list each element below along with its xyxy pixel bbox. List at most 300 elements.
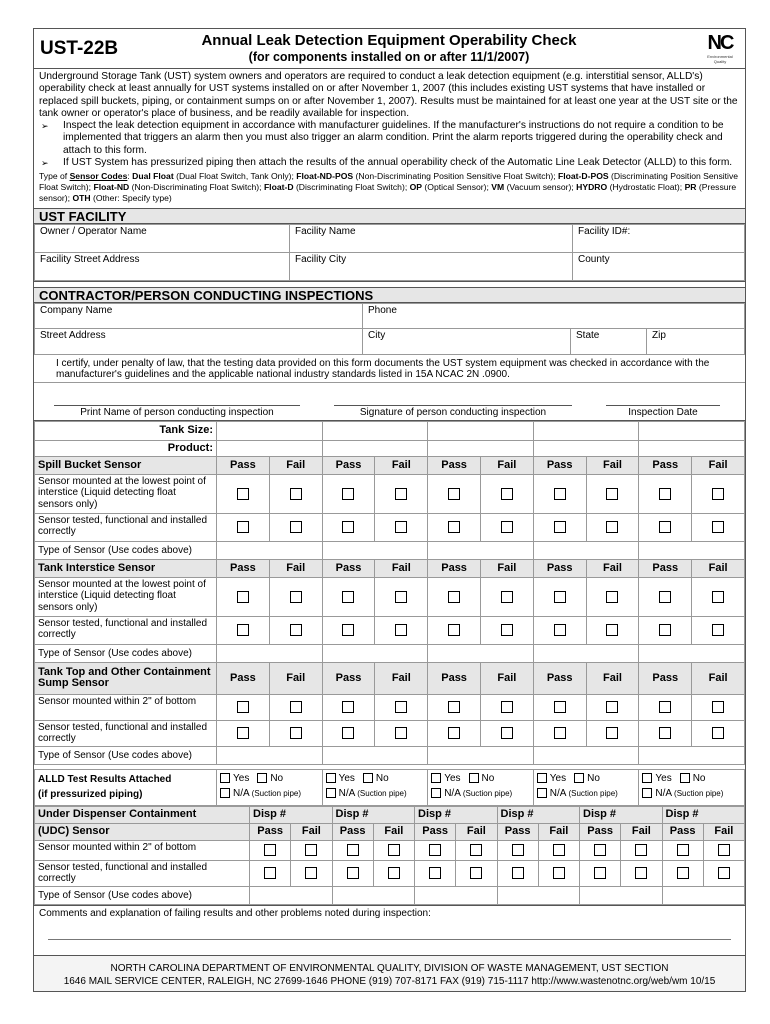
alld-options	[428, 769, 534, 805]
checkbox-cell	[580, 860, 621, 886]
pass-label: Pass	[580, 823, 621, 840]
checkbox[interactable]	[659, 701, 671, 713]
udc-sensor-type-row	[35, 886, 745, 904]
suction-pipe-label: (Suction pipe)	[357, 788, 407, 798]
pass-label: Pass	[322, 662, 375, 694]
checkbox[interactable]	[635, 844, 647, 856]
state-field[interactable]: State	[571, 328, 647, 354]
county-field[interactable]: County	[573, 252, 745, 280]
sensor-codes: Type of Sensor Codes: Dual Float (Dual Float Switch, Tank Only); Float-ND-POS (Non-Discriminating Position Sensitive Float Switch); Float-D-POS (Discriminating Position Sensitive Float Switch); Float-ND (Non-Discriminating Float Switch); Float-D (Discriminating Float Switch); OP (Optical Sensor); VM (Vacuum sensor); HYDRO (Hydrostatic Float); PR (Pressure sensor); OTH (Other: Specify type)	[39, 171, 739, 203]
sensor-code: PR	[684, 182, 697, 193]
checkbox[interactable]	[594, 867, 606, 879]
checkbox[interactable]	[395, 701, 407, 713]
na-checkbox[interactable]	[220, 788, 230, 798]
codes-prefix: Type of	[39, 171, 70, 182]
checkbox-cell	[217, 616, 270, 644]
check-row-label: Sensor mounted at the lowest point of interstice (Liquid detecting float sensors only)	[35, 577, 217, 616]
sensor-type-input[interactable]	[428, 541, 534, 559]
checkbox[interactable]	[290, 521, 302, 533]
alld-na	[537, 786, 636, 801]
checkbox[interactable]	[395, 521, 407, 533]
company-name-field[interactable]: Company Name	[35, 303, 363, 328]
alld-options	[639, 769, 745, 805]
checkbox[interactable]	[264, 844, 276, 856]
sensor-code: OTH	[72, 192, 91, 203]
checkbox[interactable]	[429, 867, 441, 879]
checkbox[interactable]	[470, 867, 482, 879]
fail-label: Fail	[480, 456, 533, 474]
facility-city-field[interactable]: Facility City	[290, 252, 573, 280]
checkbox[interactable]	[237, 727, 249, 739]
checkbox[interactable]	[395, 591, 407, 603]
checkbox-cell	[375, 616, 428, 644]
check-row-label: Sensor tested, functional and installed correctly	[35, 616, 217, 644]
checkbox[interactable]	[606, 488, 618, 500]
checkbox-cell	[586, 720, 639, 746]
suction-pipe-label: (Suction pipe)	[251, 788, 302, 798]
pass-label: Pass	[428, 662, 481, 694]
checkbox-cell	[586, 513, 639, 541]
sensor-type-input[interactable]	[428, 746, 534, 764]
checkbox[interactable]	[395, 727, 407, 739]
zip-field[interactable]: Zip	[647, 328, 745, 354]
checkbox[interactable]	[290, 727, 302, 739]
checkbox[interactable]	[554, 701, 566, 713]
checkbox-cell	[533, 577, 586, 616]
checkbox-cell	[580, 840, 621, 860]
fail-label: Fail	[291, 823, 332, 840]
checkbox[interactable]	[606, 701, 618, 713]
fail-label: Fail	[269, 559, 322, 577]
checkbox[interactable]	[448, 624, 460, 636]
checkbox[interactable]	[718, 844, 730, 856]
checkbox[interactable]	[712, 701, 724, 713]
fail-label: Fail	[269, 456, 322, 474]
checkbox[interactable]	[347, 844, 359, 856]
pass-label: Pass	[639, 559, 692, 577]
sensor-type-input[interactable]	[639, 746, 745, 764]
checkbox[interactable]	[290, 488, 302, 500]
checkbox-cell	[322, 694, 375, 720]
checkbox[interactable]	[448, 488, 460, 500]
checkbox-cell	[639, 513, 692, 541]
facility-name-field[interactable]: Facility Name	[290, 224, 573, 252]
signature-row	[34, 383, 745, 421]
checkbox[interactable]	[290, 624, 302, 636]
checkbox[interactable]	[659, 521, 671, 533]
tank-product-input[interactable]	[428, 440, 534, 456]
sensor-type-input[interactable]	[322, 746, 428, 764]
sensor-type-input[interactable]	[415, 886, 498, 904]
bullet: ➢ If UST System has pressurized piping then attach the results of the annual operability check of the Automatic Line Leak Detector (ALLD) to this form.	[39, 157, 740, 169]
alld-options	[533, 769, 639, 805]
checkbox[interactable]	[554, 591, 566, 603]
sensor-type-input[interactable]	[322, 644, 428, 662]
no-checkbox[interactable]	[574, 773, 584, 783]
pass-label: Pass	[415, 823, 456, 840]
sensor-code: HYDRO	[576, 182, 608, 193]
checkbox[interactable]	[501, 591, 513, 603]
fail-label: Fail	[692, 662, 745, 694]
checkbox[interactable]	[342, 701, 354, 713]
disp-number-field[interactable]: Disp #	[580, 806, 663, 823]
city-field[interactable]: City	[363, 328, 571, 354]
checkbox[interactable]	[237, 624, 249, 636]
checkbox-cell	[533, 616, 586, 644]
alld-subtitle: (if pressurized piping)	[38, 789, 143, 801]
no-checkbox[interactable]	[257, 773, 267, 783]
na-label: N/A	[549, 787, 567, 799]
alld-yes-no	[431, 771, 530, 786]
checkbox-cell	[692, 720, 745, 746]
check-row	[35, 577, 745, 616]
instructions	[34, 69, 745, 208]
checkbox[interactable]	[342, 591, 354, 603]
checkbox[interactable]	[342, 727, 354, 739]
checkbox-cell	[480, 616, 533, 644]
checkbox[interactable]	[237, 488, 249, 500]
suction-pipe-label: (Suction pipe)	[568, 788, 618, 798]
sensor-type-input[interactable]	[428, 644, 534, 662]
fail-label: Fail	[586, 456, 639, 474]
checkbox-cell	[269, 616, 322, 644]
checkbox[interactable]	[553, 844, 565, 856]
checkbox-cell	[621, 860, 662, 886]
checkbox[interactable]	[342, 624, 354, 636]
na-checkbox[interactable]	[642, 788, 652, 798]
tank-size-row	[35, 421, 745, 440]
sensor-type-input[interactable]	[322, 541, 428, 559]
disp-number-field[interactable]: Disp #	[415, 806, 498, 823]
tank-product-input[interactable]	[533, 440, 639, 456]
checkbox[interactable]	[305, 867, 317, 879]
checkbox-cell	[692, 474, 745, 513]
checkbox-cell	[428, 577, 481, 616]
sensor-type-input[interactable]	[217, 541, 323, 559]
checkbox-cell	[415, 840, 456, 860]
sensor-type-input[interactable]	[533, 746, 639, 764]
intro-paragraph: Underground Storage Tank (UST) system owners and operators are required to conduct a leak detection equipment (e.g. interstitial sensor, ALLD's) operability check at least annually for UST systems installed on or after November 1, 2007 (this includes existing UST systems that have installed or replaced spill buckets, piping, or containment sumps on or after November 1, 2007). Results must be maintained for at least one year at the UST site or the tank owner or operator's place of business, and be readily available for inspection.	[39, 71, 738, 119]
tank-product-input[interactable]	[322, 440, 428, 456]
checkbox[interactable]	[342, 488, 354, 500]
checkbox[interactable]	[388, 867, 400, 879]
checkbox[interactable]	[606, 624, 618, 636]
facility-id-field[interactable]: Facility ID#:	[573, 224, 745, 252]
checkbox[interactable]	[448, 591, 460, 603]
no-label: No	[481, 772, 495, 784]
checkbox[interactable]	[512, 867, 524, 879]
fail-label: Fail	[692, 456, 745, 474]
pass-label: Pass	[533, 662, 586, 694]
checkbox-cell	[269, 474, 322, 513]
checkbox-cell	[538, 840, 579, 860]
checkbox[interactable]	[712, 488, 724, 500]
facility-street-field[interactable]: Facility Street Address	[35, 252, 290, 280]
tank-size-input[interactable]	[533, 421, 639, 440]
alld-yes-no	[220, 771, 319, 786]
checkbox-cell	[480, 577, 533, 616]
comments-area[interactable]	[34, 905, 745, 955]
sensor-type-input[interactable]	[250, 886, 333, 904]
sensor-type-row	[35, 644, 745, 662]
checkbox[interactable]	[712, 727, 724, 739]
checkbox-cell	[322, 474, 375, 513]
checkbox[interactable]	[501, 521, 513, 533]
checkbox[interactable]	[448, 727, 460, 739]
pass-label: Pass	[428, 456, 481, 474]
checkbox[interactable]	[237, 591, 249, 603]
no-label: No	[587, 772, 600, 784]
fail-label: Fail	[373, 823, 414, 840]
print-name-field[interactable]: Print Name of person conducting inspection	[54, 405, 300, 418]
checkbox-cell	[586, 474, 639, 513]
sensor-type-input[interactable]	[639, 541, 745, 559]
sensor-code: Float-D	[263, 182, 294, 193]
disp-number-field[interactable]: Disp #	[250, 806, 333, 823]
sensor-type-input[interactable]	[497, 886, 580, 904]
na-checkbox[interactable]	[326, 788, 336, 798]
inspection-date-field[interactable]: Inspection Date	[606, 405, 720, 418]
checkbox-cell	[428, 474, 481, 513]
sensor-type-input[interactable]	[580, 886, 663, 904]
sensor-code: Float-ND-POS	[296, 171, 354, 182]
checkbox[interactable]	[554, 488, 566, 500]
contractor-section-title: CONTRACTOR/PERSON CONDUCTING INSPECTIONS	[34, 287, 745, 303]
udc-title-2: (UDC) Sensor	[35, 823, 250, 840]
checkbox-cell	[428, 616, 481, 644]
checkbox[interactable]	[606, 727, 618, 739]
sensor-code-desc: (Discriminating Position Sensitive Float Switch);	[39, 171, 739, 193]
na-checkbox[interactable]	[431, 788, 441, 798]
product-row-label: Product:	[35, 440, 217, 456]
check-row	[35, 616, 745, 644]
checkbox[interactable]	[395, 624, 407, 636]
check-row	[35, 474, 745, 513]
codes-title: Sensor Codes	[69, 171, 128, 182]
checkbox[interactable]	[470, 844, 482, 856]
yes-checkbox[interactable]	[220, 773, 230, 783]
checkbox[interactable]	[635, 867, 647, 879]
alld-na	[220, 786, 319, 801]
subtitle: (for components installed on or after 11/1/2007)	[248, 50, 530, 64]
checkbox-cell	[692, 694, 745, 720]
check-row-label: Sensor tested, functional and installed correctly	[35, 513, 217, 541]
yes-checkbox[interactable]	[431, 773, 441, 783]
checkbox[interactable]	[501, 488, 513, 500]
checkbox-cell	[533, 513, 586, 541]
sensor-type-input[interactable]	[533, 541, 639, 559]
section-header	[35, 662, 745, 694]
disp-number-field[interactable]: Disp #	[332, 806, 415, 823]
checkbox[interactable]	[606, 521, 618, 533]
pass-label: Pass	[217, 662, 270, 694]
no-label: No	[375, 772, 389, 784]
fail-label: Fail	[480, 662, 533, 694]
pass-label: Pass	[497, 823, 538, 840]
checkbox-cell	[375, 577, 428, 616]
sensor-type-label: Type of Sensor (Use codes above)	[35, 541, 217, 559]
check-row-label: Sensor mounted at the lowest point of interstice (Liquid detecting float sensors only)	[35, 474, 217, 513]
disp-number-field[interactable]: Disp #	[497, 806, 580, 823]
checkbox[interactable]	[501, 624, 513, 636]
form-header	[34, 29, 745, 69]
fail-label: Fail	[621, 823, 662, 840]
checkbox-cell	[480, 694, 533, 720]
checkbox[interactable]	[501, 701, 513, 713]
checkbox-cell	[586, 577, 639, 616]
sensor-code: Float-ND	[93, 182, 130, 193]
yes-checkbox[interactable]	[642, 773, 652, 783]
checkbox-cell	[586, 694, 639, 720]
sensor-type-input[interactable]	[662, 886, 745, 904]
pass-label: Pass	[662, 823, 703, 840]
street-address-field[interactable]: Street Address	[35, 328, 363, 354]
yes-checkbox[interactable]	[537, 773, 547, 783]
logo-text: NC	[707, 32, 733, 54]
facility-section-title: UST FACILITY	[34, 208, 745, 224]
yes-label: Yes	[444, 772, 461, 784]
checkbox-cell	[703, 860, 744, 886]
checkbox[interactable]	[264, 867, 276, 879]
checkbox-cell	[373, 860, 414, 886]
checkbox-cell	[497, 860, 538, 886]
checkbox[interactable]	[554, 521, 566, 533]
checkbox[interactable]	[553, 867, 565, 879]
checkbox-cell	[428, 720, 481, 746]
checkbox[interactable]	[659, 727, 671, 739]
checkbox[interactable]	[429, 844, 441, 856]
fail-label: Fail	[456, 823, 497, 840]
na-label: N/A	[444, 787, 461, 799]
checkbox-cell	[533, 694, 586, 720]
checkbox-cell	[332, 860, 373, 886]
sensor-code-desc: (Non-Discriminating Position Sensitive Float Switch);	[355, 171, 558, 182]
yes-label: Yes	[338, 772, 355, 784]
section-title: Tank Top and Other Containment Sump Sensor	[35, 662, 217, 694]
no-checkbox[interactable]	[469, 773, 479, 783]
disp-number-field[interactable]: Disp #	[662, 806, 745, 823]
no-label: No	[270, 772, 284, 784]
sensor-code-desc: (Other: Specify type)	[92, 192, 172, 203]
checkbox[interactable]	[448, 701, 460, 713]
sensor-type-input[interactable]	[217, 644, 323, 662]
fail-label: Fail	[692, 559, 745, 577]
checkbox[interactable]	[659, 488, 671, 500]
sensor-type-input[interactable]	[533, 644, 639, 662]
checkbox-cell	[692, 577, 745, 616]
pass-label: Pass	[322, 559, 375, 577]
checkbox[interactable]	[659, 624, 671, 636]
phone-field[interactable]: Phone	[363, 303, 745, 328]
tank-size-input[interactable]	[639, 421, 745, 440]
checkbox[interactable]	[677, 867, 689, 879]
form-id: UST-22B	[40, 38, 119, 59]
checkbox[interactable]	[501, 727, 513, 739]
tank-size-input[interactable]	[428, 421, 534, 440]
checkbox[interactable]	[594, 844, 606, 856]
yes-label: Yes	[655, 772, 672, 784]
title: Annual Leak Detection Equipment Operability Check	[201, 32, 577, 49]
checkbox[interactable]	[388, 844, 400, 856]
tank-size-input[interactable]	[217, 421, 323, 440]
checkbox-cell	[621, 840, 662, 860]
yes-checkbox[interactable]	[326, 773, 336, 783]
sensor-code-desc: (Hydrostatic Float);	[609, 182, 685, 193]
checkbox-cell	[322, 720, 375, 746]
checkbox[interactable]	[290, 591, 302, 603]
sensor-type-input[interactable]	[639, 644, 745, 662]
checkbox-cell	[375, 694, 428, 720]
checkbox[interactable]	[659, 591, 671, 603]
checkbox[interactable]	[342, 521, 354, 533]
udc-row-label: Sensor mounted within 2" of bottom	[35, 840, 250, 860]
checkbox-cell	[322, 577, 375, 616]
na-label: N/A	[655, 787, 673, 799]
checkbox[interactable]	[554, 624, 566, 636]
checkbox-cell	[533, 720, 586, 746]
checkbox[interactable]	[347, 867, 359, 879]
pass-label: Pass	[639, 662, 692, 694]
checkbox[interactable]	[512, 844, 524, 856]
owner-field[interactable]: Owner / Operator Name	[35, 224, 290, 252]
footer	[34, 955, 745, 991]
checkbox[interactable]	[718, 867, 730, 879]
alld-yes-no	[537, 771, 636, 786]
checkbox[interactable]	[606, 591, 618, 603]
checkbox[interactable]	[395, 488, 407, 500]
sensor-code: Float-D-POS	[558, 171, 609, 182]
sensor-type-input[interactable]	[217, 746, 323, 764]
checkbox[interactable]	[237, 521, 249, 533]
checkbox[interactable]	[712, 591, 724, 603]
checkbox[interactable]	[448, 521, 460, 533]
checkbox[interactable]	[554, 727, 566, 739]
nc-logo	[703, 32, 737, 64]
no-checkbox[interactable]	[363, 773, 373, 783]
tank-size-input[interactable]	[322, 421, 428, 440]
udc-sensor-grid	[34, 806, 745, 905]
yes-label: Yes	[549, 772, 567, 784]
no-label: No	[692, 772, 706, 784]
logo-subtext: Environmental Quality	[707, 54, 733, 64]
checkbox[interactable]	[290, 701, 302, 713]
checkbox-cell	[373, 840, 414, 860]
na-checkbox[interactable]	[537, 788, 547, 798]
checkbox[interactable]	[237, 701, 249, 713]
checkbox-cell	[217, 720, 270, 746]
fail-label: Fail	[703, 823, 744, 840]
tank-product-input[interactable]	[639, 440, 745, 456]
certification-text: I certify, under penalty of law, that the testing data provided on this form documents the UST system equipment was checked in accordance with the manufacturer's guidelines and the applicable national industry standards listed in 15A NCAC 2N .0900.	[34, 355, 745, 383]
sensor-type-input[interactable]	[332, 886, 415, 904]
checkbox[interactable]	[677, 844, 689, 856]
checkbox[interactable]	[712, 521, 724, 533]
checkbox[interactable]	[712, 624, 724, 636]
checkbox-cell	[639, 694, 692, 720]
checkbox[interactable]	[305, 844, 317, 856]
na-label: N/A	[233, 787, 250, 799]
checkbox-cell	[250, 840, 291, 860]
checkbox-cell	[322, 513, 375, 541]
footer-agency: NORTH CAROLINA DEPARTMENT OF ENVIRONMENTAL QUALITY, DIVISION OF WASTE MANAGEMENT, UST SECTION	[110, 962, 669, 974]
no-checkbox[interactable]	[680, 773, 690, 783]
tank-product-input[interactable]	[217, 440, 323, 456]
fail-label: Fail	[375, 456, 428, 474]
sensor-code-desc: (Vacuum sensor);	[506, 182, 577, 193]
comments-label: Comments and explanation of failing results and other problems noted during inspection:	[39, 907, 431, 919]
sensor-code-desc: (Pressure sensor);	[39, 182, 737, 203]
signature-field[interactable]: Signature of person conducting inspection	[334, 405, 572, 418]
